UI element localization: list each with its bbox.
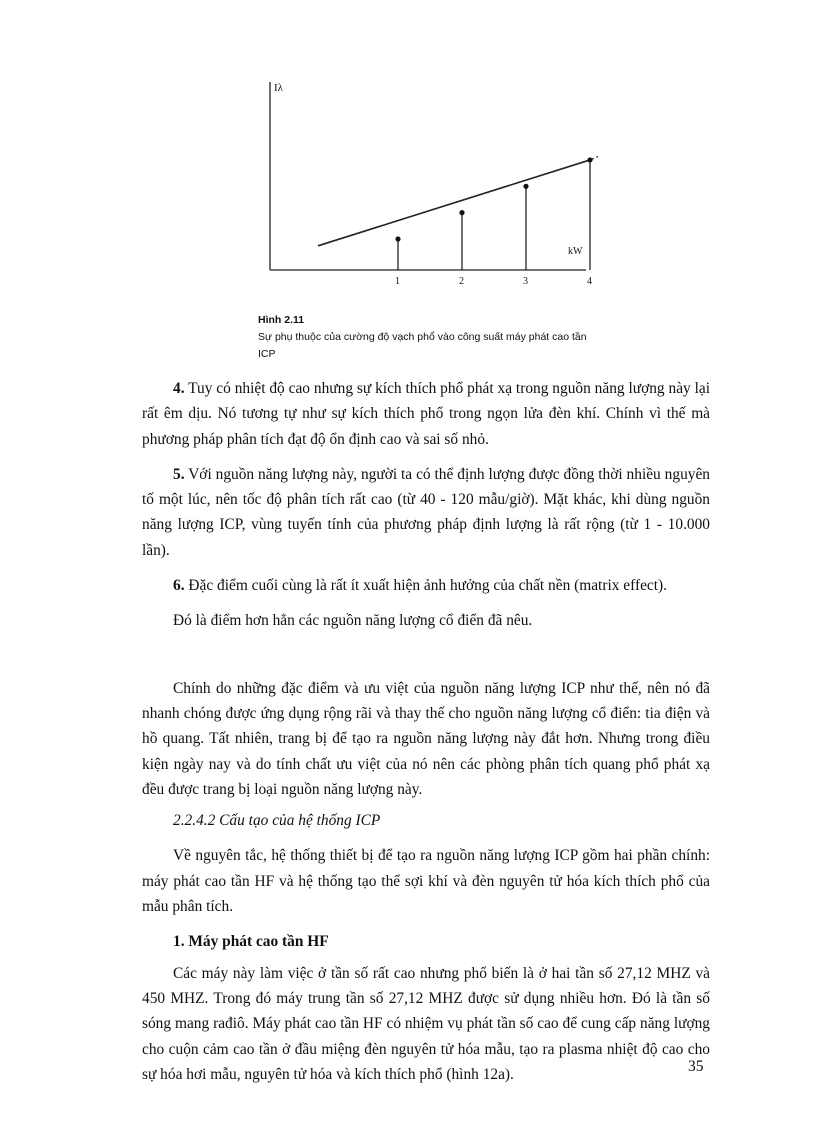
paragraph-text: Tuy có nhiệt độ cao nhưng sự kích thích phổ phát xạ trong nguồn năng lượng này lại rất êm dịu. Nó tương tự như sự kích thích phổ trong ngọn lửa đèn khí. Chính vì thế mà phương pháp phân tích đạt độ ổn định cao và sai số nhỏ.: [142, 380, 710, 448]
extrapolated-line: [590, 138, 598, 160]
body-text: [142, 376, 710, 1087]
point-number: 6.: [173, 577, 185, 595]
figure-2-11: [252, 78, 598, 370]
figure-caption-text: Sự phụ thuộc của cường độ vạch phổ vào công suất máy phát cao tần ICP: [258, 331, 587, 360]
y-axis-label: Iλ: [274, 82, 283, 94]
paragraph: Đó là điểm hơn hẳn các nguồn năng lượng cổ điển đã nêu.: [173, 612, 533, 630]
figure-caption: [258, 312, 603, 363]
paragraph-text: Với nguồn năng lượng này, người ta có thể định lượng được đồng thời nhiều nguyên tố một lúc, nên tốc độ phân tích rất cao (từ 40 - 120 mẫu/giờ). Mặt khác, khi dùng nguồn năng lượng ICP, vùng tuyến tính của phương pháp định lượng là rất rộng (từ 1 - 10.000 lần).: [142, 465, 710, 559]
point-number: 5.: [173, 465, 185, 483]
paragraph-text: Đặc điểm cuối cùng là rất ít xuất hiện ảnh hưởng của chất nền (matrix effect).: [184, 577, 667, 595]
page-number: 35: [688, 1058, 704, 1075]
x-tick-label: 1: [395, 276, 400, 287]
figure-number: Hình 2.11: [258, 314, 305, 326]
chart: [252, 78, 598, 308]
data-point: [459, 210, 464, 215]
subsection-heading: 1. Máy phát cao tần HF: [173, 933, 329, 951]
paragraph: Các máy này làm việc ở tần số rất cao nhưng phổ biến là ở hai tần số 27,12 MHZ và 450 MHZ. Trong đó máy trung tần số 27,12 MHZ được sử dụng nhiều hơn. Đó là tần số sóng mang rađiô. Máy phát cao tần HF có nhiệm vụ phát tần số cao để cung cấp năng lượng cho cuộn cảm cao tần ở đầu miệng đèn nguyên tử hóa mẫu, tạo ra plasma nhiệt độ cao cho sự hóa hơi mẫu, nguyên tử hóa và kích thích phổ (hình 12a).: [142, 964, 710, 1083]
data-point: [523, 184, 528, 189]
data-point: [395, 236, 400, 241]
paragraph: Chính do những đặc điểm và ưu việt của nguồn năng lượng ICP như thế, nên nó đã nhanh chóng được ứng dụng rộng rãi và thay thế cho nguồn năng lượng cổ điển: tia điện và hồ quang. Tất nhiên, trang bị để tạo ra nguồn năng lượng này đắt hơn. Nhưng trong điều kiện ngày nay và do tính chất ưu việt của nó nên các phòng phân tích quang phổ phát xạ đều được trang bị loại nguồn năng lượng này.: [142, 679, 710, 798]
paragraph-point-4: [142, 376, 710, 452]
x-tick-label: 4: [587, 276, 592, 287]
point-number: 4.: [173, 380, 185, 397]
paragraph-point-6: [142, 573, 710, 598]
series-line: [318, 160, 590, 246]
x-axis-label: kW: [568, 246, 583, 257]
paragraph: Về nguyên tắc, hệ thống thiết bị để tạo ra nguồn năng lượng ICP gồm hai phần chính: máy phát cao tần HF và hệ thống tạo thể sợi khí và đèn nguyên tử hóa kích thích phổ của mẫu phân tích.: [142, 847, 710, 916]
data-point: [587, 157, 592, 162]
section-heading: 2.2.4.2 Cấu tạo của hệ thống ICP: [173, 812, 381, 830]
x-tick-label: 2: [459, 276, 464, 287]
x-tick-label: 3: [523, 276, 528, 287]
paragraph-point-5: [142, 462, 710, 563]
